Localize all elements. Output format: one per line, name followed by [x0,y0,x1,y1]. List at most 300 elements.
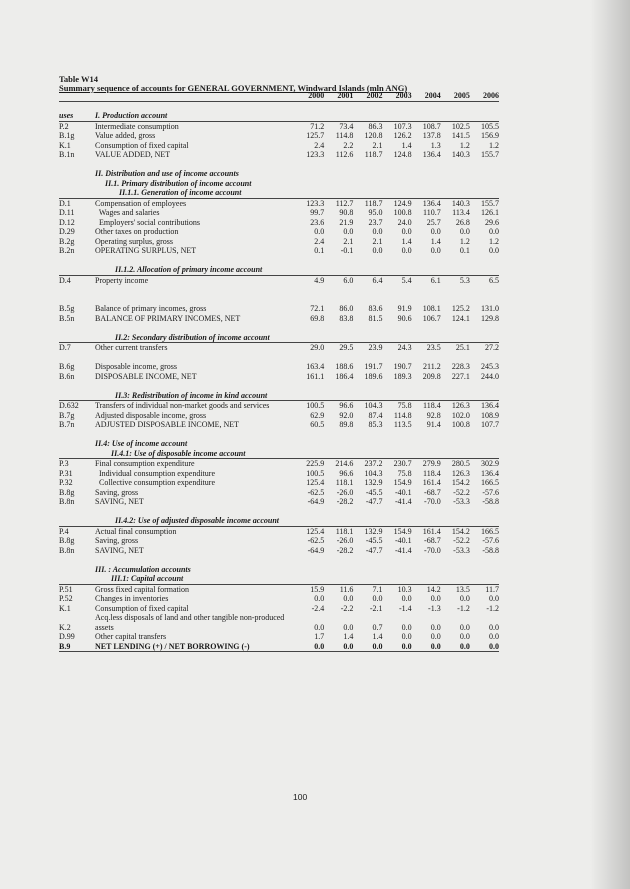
value-cell: 104.3 [364,468,383,478]
row-code: K.2 [59,622,71,632]
value-cell: 118.7 [364,150,383,159]
value-cell: 96.6 [339,468,354,478]
value-cell: 190.7 [393,362,412,371]
section-heading-row [59,565,499,575]
value-cell: 125.4 [306,526,325,536]
value-cell: 0.0 [430,227,441,236]
row-code: K.1 [59,140,71,150]
row-code: P.3 [59,459,69,468]
row-label: Operating surplus, gross [95,236,174,246]
value-cell: 2.4 [314,140,325,150]
value-cell: 114.8 [335,131,354,140]
table-subtitle: Summary sequence of accounts for GENERAL GOVERNMENT, Windward Islands (mln ANG) [59,83,408,93]
value-cell: 118.4 [423,401,441,410]
table-row [59,198,499,208]
table-row [59,488,499,498]
value-cell: 280.5 [451,459,470,468]
table-row [59,546,499,556]
value-cell: 25.7 [426,217,441,227]
value-cell: 14.2 [426,584,441,594]
section-heading-row [59,391,499,401]
value-cell: 23.9 [368,343,383,352]
row-label: Changes in inventories [95,594,169,603]
row-label: Other current transfers [95,343,168,352]
table-title: Table W14 [59,74,98,84]
value-cell: 0.0 [314,622,325,632]
value-cell: 87.4 [368,410,383,420]
value-cell: -47.7 [365,497,383,506]
value-cell: 0.0 [430,632,441,641]
value-cell: 1.4 [430,236,441,246]
value-cell: -47.7 [365,545,383,555]
value-cell: -28.2 [336,545,354,555]
row-code: B.8g [59,536,75,545]
value-cell: -1.2 [457,603,470,613]
table-row [59,121,499,131]
row-code: D.4 [59,275,71,285]
row-code: P.32 [59,478,73,487]
row-label: Intermediate consumption [95,121,179,131]
value-cell: 132.9 [364,526,383,536]
value-cell: 209.8 [422,371,441,381]
value-cell: 126.1 [481,208,499,217]
value-cell: 0.0 [489,594,499,603]
row-code: B.1g [59,131,75,140]
value-cell: 136.4 [422,150,441,159]
value-cell: 81.5 [368,313,383,323]
value-cell: 0.0 [401,594,412,603]
value-cell: 10.3 [397,584,412,594]
value-cell: 1.4 [401,140,412,150]
row-code: D.11 [59,208,75,217]
value-cell: 163.4 [306,362,325,371]
value-cell: 302.9 [481,459,499,468]
value-cell: -64.9 [307,545,325,555]
row-code [59,574,95,584]
value-cell: -45.5 [365,487,383,497]
value-cell: 189.6 [364,371,383,381]
section-heading-row [59,333,499,343]
value-cell: 0.0 [324,642,353,652]
value-cell: 0.0 [489,246,499,255]
value-cell: -58.8 [482,545,499,555]
value-cell: 0.0 [412,642,441,652]
value-cell: 92.0 [339,410,354,420]
spacer-row [59,256,499,266]
value-cell: -1.4 [398,603,412,613]
value-cell: -2.2 [340,603,354,613]
spacer [59,430,499,440]
value-cell: 166.5 [481,526,499,536]
value-cell: 155.7 [481,198,499,208]
value-cell: 154.2 [451,478,470,487]
value-cell: 5.4 [401,275,412,285]
table-row [59,372,499,382]
year-header: 2003 [383,91,412,101]
value-cell: 0.0 [401,246,412,255]
value-cell: 244.0 [481,371,499,381]
section-heading-row [59,188,499,198]
spacer [59,381,499,391]
year-header: 2001 [324,91,353,101]
value-cell: 73.4 [339,121,354,131]
table-row [59,150,499,160]
row-code: P.51 [59,584,73,594]
section-heading-row [59,516,499,526]
row-label: Disposable income, gross [95,362,178,371]
value-cell: 0.0 [489,227,499,236]
row-label: Actual final consumption [95,526,177,536]
value-cell: -53.3 [453,545,470,555]
value-cell: 23.7 [368,217,383,227]
value-cell: -41.4 [394,545,412,555]
row-code: B.2g [59,236,75,246]
value-cell: 100.5 [306,468,325,478]
row-label: Saving, gross [95,536,139,545]
value-cell: -2.4 [311,603,325,613]
value-cell: 132.9 [364,478,383,487]
value-cell: 112.6 [335,150,354,159]
value-cell: 161.4 [422,526,441,536]
value-cell: 0.0 [372,227,383,236]
row-code [59,179,95,189]
value-cell: 29.0 [310,343,325,352]
value-cell: 0.0 [489,632,499,641]
value-cell: -53.3 [453,497,470,506]
value-cell: 1.7 [314,632,325,641]
value-cell: 118.1 [335,478,354,487]
section-heading: II.2: Secondary distribution of income account [95,333,499,343]
row-label: Saving, gross [95,487,139,497]
row-code [59,449,95,459]
value-cell: 90.8 [339,208,354,217]
section-heading-row [59,169,499,179]
row-label: DISPOSABLE INCOME, NET [95,371,197,381]
value-cell: 107.3 [393,121,412,131]
row-label: Gross fixed capital formation [95,584,189,594]
value-cell: 75.8 [397,401,412,410]
value-cell: 1.2 [489,236,499,246]
row-code: P.31 [59,468,73,478]
value-cell: -52.2 [453,487,470,497]
value-cell: 124.1 [451,313,470,323]
year-header: 2005 [441,91,470,101]
row-code: P.2 [59,121,69,131]
value-cell: 6.4 [372,275,383,285]
value-cell: 0.0 [441,642,470,652]
table-row [59,632,499,642]
value-cell: 123.3 [306,198,325,208]
value-cell: 0.1 [314,246,325,255]
value-cell: 104.3 [364,401,383,410]
value-cell: 2.1 [372,140,383,150]
table-row [59,642,499,652]
row-label: Wages and salaries [95,208,160,217]
spacer-row [59,101,499,111]
value-cell: 11.6 [339,584,354,594]
value-cell: 118.7 [364,198,383,208]
value-cell: 0.1 [459,246,470,255]
row-code: D.7 [59,343,71,352]
value-cell: 154.2 [451,526,470,536]
row-code: B.9 [59,642,95,652]
value-cell: -41.4 [394,497,412,506]
value-cell: 86.0 [339,304,354,313]
value-cell: 4.9 [314,275,325,285]
value-cell: 154.9 [393,526,412,536]
value-cell: 166.5 [481,478,499,487]
row-label: Value added, gross [95,131,156,140]
table-row [59,401,499,411]
row-code: uses [59,111,95,121]
section-heading-row [59,111,499,121]
table-row [59,478,499,488]
value-cell: 112.7 [335,198,354,208]
value-cell: 6.1 [430,275,441,285]
value-cell: 230.7 [393,459,412,468]
value-cell: 108.1 [422,304,441,313]
section-heading: II.1.2. Allocation of primary income account [95,265,499,275]
value-cell: 125.7 [306,131,325,140]
spacer-row [59,430,499,440]
value-cell: 0.0 [430,594,441,603]
value-cell: 225.9 [306,459,325,468]
value-cell: 124.8 [393,150,412,159]
accounts-table [59,91,499,652]
row-label: Transfers of individual non-market goods and services [95,401,270,410]
value-cell: 0.0 [459,227,470,236]
row-code: D.632 [59,401,79,410]
spacer [59,507,499,517]
value-cell: 189.3 [393,371,412,381]
value-cell: 113.4 [452,208,470,217]
row-label: Adjusted disposable income, gross [95,410,207,420]
value-cell: 0.0 [343,622,354,632]
row-label: Consumption of fixed capital [95,603,189,613]
value-cell: 0.0 [470,642,499,652]
value-cell: 2.1 [372,236,383,246]
value-cell: 0.0 [295,642,324,652]
value-cell: -45.5 [365,536,383,545]
value-cell: -1.2 [486,603,499,613]
spacer [59,256,499,266]
value-cell: 245.3 [481,362,499,371]
section-heading: II.3: Redistribution of income in kind account [95,391,499,401]
table-row [59,304,499,314]
table-row [59,584,499,594]
value-cell: 155.7 [481,150,499,159]
section-heading: II.4: Use of income account [95,439,188,448]
section-heading-row [59,449,499,459]
value-cell: 1.2 [489,140,499,150]
row-code: B.5g [59,304,75,313]
spacer [59,323,499,333]
value-cell: 100.8 [451,420,470,429]
row-code: B.7g [59,410,75,420]
row-code: B.8g [59,487,75,497]
value-cell: 5.3 [459,275,470,285]
value-cell: 0.0 [489,622,499,632]
row-code: P.52 [59,594,73,603]
value-cell: 91.9 [397,304,412,313]
value-cell: 90.6 [397,313,412,323]
section-heading-row [59,574,499,584]
table-row [59,314,499,324]
table-row [59,275,499,285]
table-row [59,604,499,614]
row-code: D.1 [59,198,71,208]
value-cell: 131.0 [481,304,499,313]
value-cell: 125.4 [306,478,325,487]
year-header-row [59,91,499,101]
row-code [59,169,95,179]
value-cell: 89.8 [339,420,354,429]
value-cell: 106.7 [422,313,441,323]
value-cell: 25.1 [455,343,470,352]
value-cell: 0.0 [343,227,354,236]
value-cell: 136.4 [422,198,441,208]
value-cell: -62.5 [307,536,325,545]
value-cell: 191.7 [364,362,383,371]
value-cell: -68.7 [424,536,441,545]
value-cell: -68.7 [424,487,441,497]
section-heading: II.1.1. Generation of income account [95,188,499,198]
value-cell: 154.9 [393,478,412,487]
value-cell: 0.0 [314,594,325,603]
section-heading: III.1: Capital account [95,574,499,584]
year-header: 2004 [412,91,441,101]
value-cell: 0.0 [430,246,441,255]
row-label: assets [95,622,114,632]
row-label: VALUE ADDED, NET [95,150,171,159]
row-label: Other capital transfers [95,632,167,641]
value-cell: -62.5 [307,487,325,497]
row-label: ADJUSTED DISPOSABLE INCOME, NET [95,420,240,429]
page-edge-shadow [590,0,630,889]
row-label: BALANCE OF PRIMARY INCOMES, NET [95,313,241,323]
value-cell: 102.5 [451,121,470,131]
row-code: B.1n [59,150,75,159]
value-cell: -70.0 [424,545,441,555]
value-cell: 140.3 [451,150,470,159]
spacer-row [59,160,499,170]
value-cell: 1.3 [430,140,441,150]
table-row [59,623,499,633]
row-label: Employers' social contributions [95,217,200,227]
row-code: D.29 [59,227,75,236]
row-code: B.2n [59,246,75,255]
table-row [59,526,499,536]
value-cell: 95.0 [368,208,383,217]
table-row [59,131,499,141]
value-cell: 110.7 [423,208,441,217]
row-code: B.5n [59,313,75,323]
value-cell: 161.1 [306,371,325,381]
row-code: B.8n [59,497,75,506]
value-cell: 228.3 [451,362,470,371]
value-cell: 126.3 [451,401,470,410]
value-cell: 24.3 [397,343,412,352]
value-cell: 23.5 [426,343,441,352]
value-cell: 0.0 [314,227,325,236]
value-cell: -57.6 [482,487,499,497]
spacer-row [59,323,499,333]
spacer-row [59,285,499,295]
row-code [59,265,95,275]
row-code [59,516,95,526]
value-cell: -52.2 [453,536,470,545]
value-cell: 21.9 [339,217,354,227]
spacer-row [59,295,499,305]
row-label: OPERATING SURPLUS, NET [95,246,197,255]
value-cell: 1.4 [372,632,383,641]
value-cell: 107.7 [481,420,499,429]
value-cell: 24.0 [397,217,412,227]
value-cell: 2.4 [314,236,325,246]
value-cell: -70.0 [424,497,441,506]
label-continuation-row [59,613,499,623]
value-cell: 129.8 [481,313,499,323]
value-cell: 7.1 [372,584,383,594]
row-code: B.6n [59,371,75,381]
section-heading: I. Production account [95,111,499,121]
section-heading: II.4.1: Use of disposable income account [95,449,499,459]
row-label: SAVING, NET [95,497,144,506]
value-cell: 75.8 [397,468,412,478]
row-code [59,391,95,401]
value-cell: 96.6 [339,401,354,410]
value-cell: -0.1 [340,246,354,255]
value-cell: 102.0 [451,410,470,420]
row-label: Balance of primary incomes, gross [95,304,207,313]
row-code: P.4 [59,526,69,536]
spacer-row [59,381,499,391]
value-cell: 1.2 [459,236,470,246]
table-row [59,208,499,218]
value-cell: 108.9 [481,410,499,420]
value-cell: 237.2 [364,459,383,468]
value-cell: 99.7 [310,208,325,217]
row-code [59,333,95,343]
year-header: 2006 [470,91,499,101]
value-cell: 0.0 [401,622,412,632]
row-code: K.1 [59,603,71,613]
value-cell: 105.5 [481,121,499,131]
section-heading-row [59,439,499,449]
value-cell: 92.8 [426,410,441,420]
value-cell: 11.7 [485,584,499,594]
row-label: Individual consumption expenditure [95,468,215,478]
row-code: D.12 [59,217,75,227]
spacer [59,101,499,111]
value-cell: 0.0 [343,594,354,603]
value-cell: 118.4 [423,468,441,478]
row-code: B.8n [59,545,75,555]
value-cell: 161.4 [422,478,441,487]
value-cell: 0.0 [372,594,383,603]
table-row [59,411,499,421]
value-cell: 100.8 [393,208,412,217]
row-label: Other taxes on production [95,227,179,236]
value-cell: 15.9 [310,584,325,594]
table-row [59,218,499,228]
value-cell: 2.1 [343,236,354,246]
row-code [59,565,95,575]
value-cell: 0.0 [430,622,441,632]
value-cell: 0.0 [401,227,412,236]
row-label: Final consumption expenditure [95,459,195,468]
value-cell: 156.9 [481,131,499,140]
